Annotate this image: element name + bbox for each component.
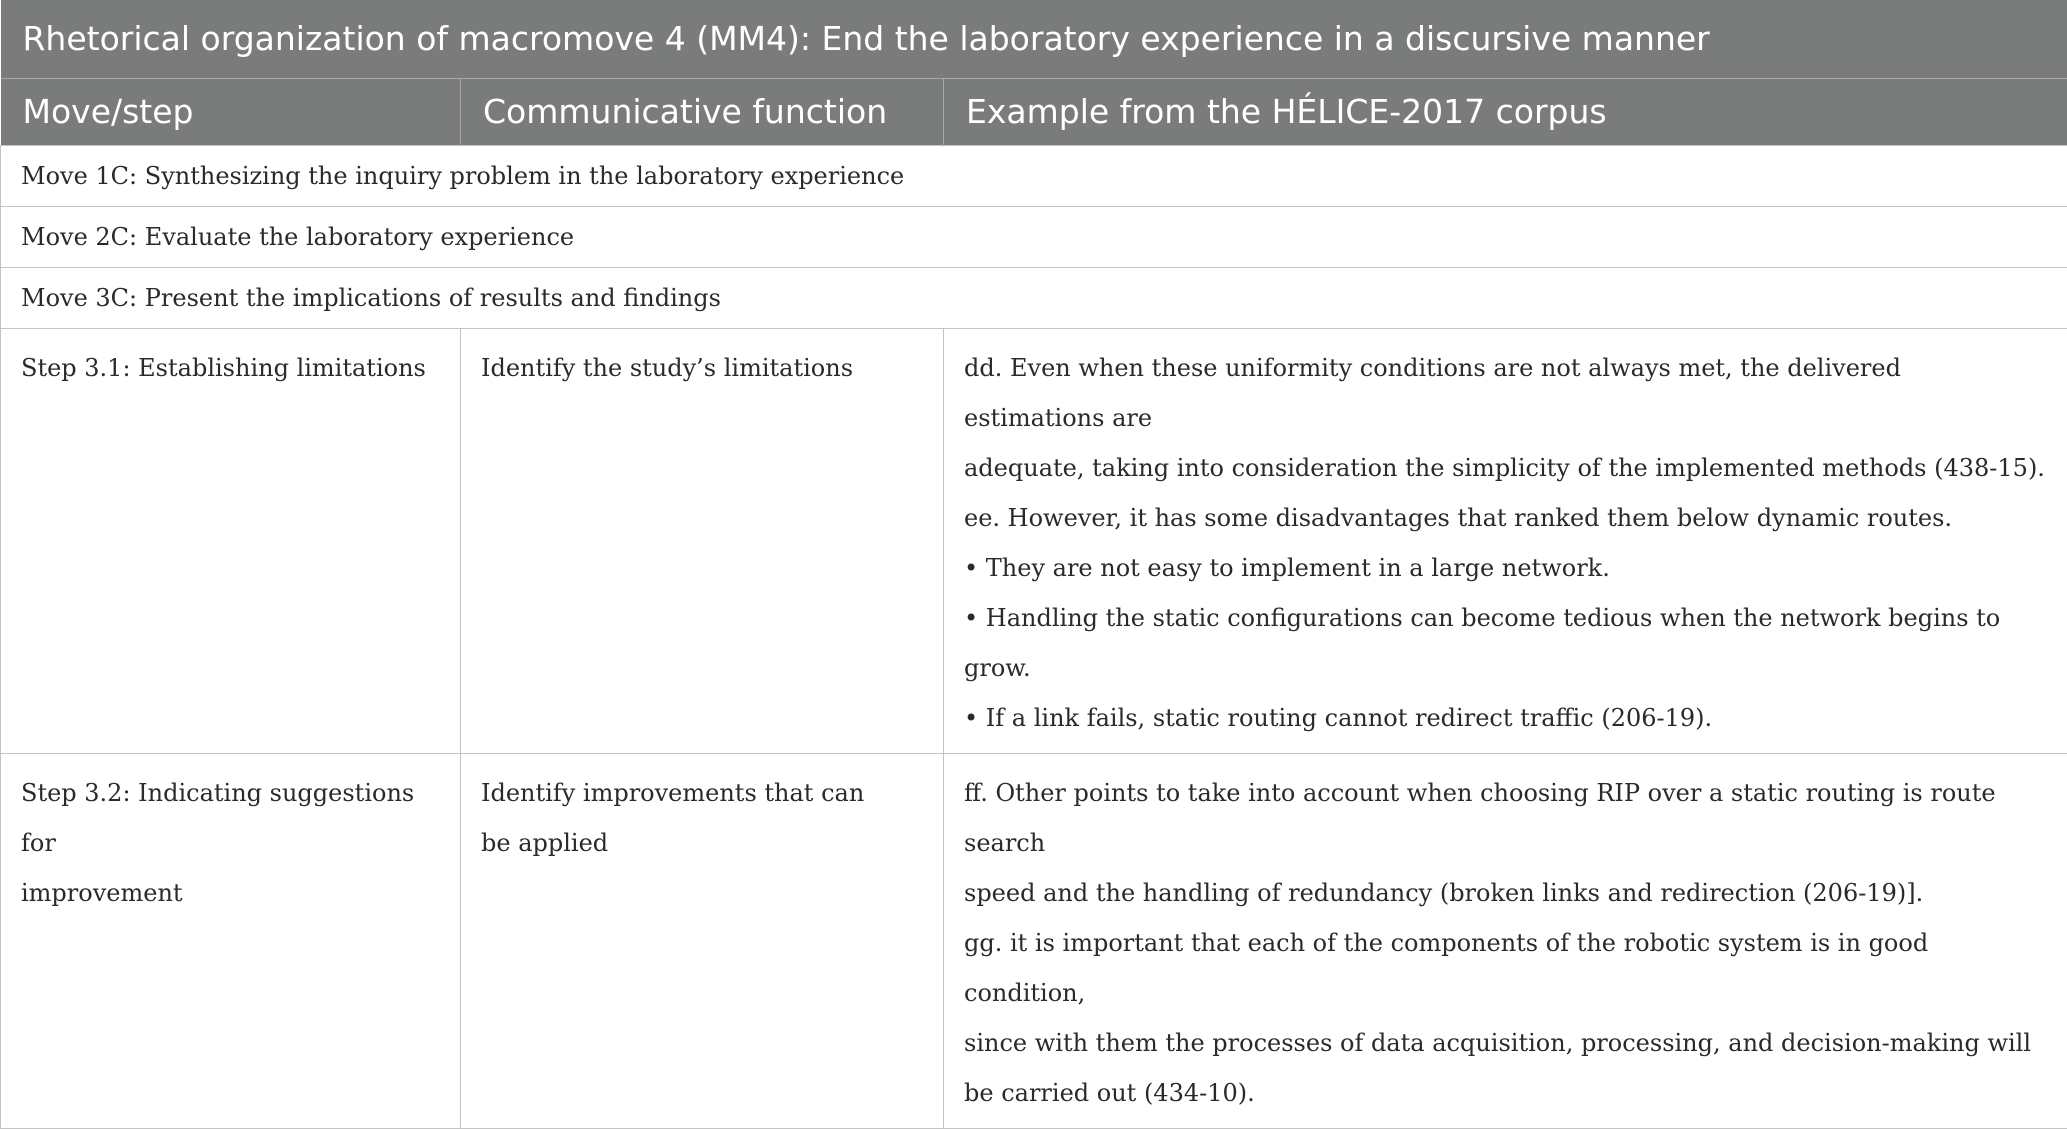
example-line: gg. it is important that each of the components of the robotic system is in good condition, bbox=[964, 918, 2047, 1018]
step-3-1-example-cell bbox=[944, 328, 2067, 753]
move-2c-cell: Move 2C: Evaluate the laboratory experience bbox=[1, 206, 2067, 267]
example-bullet-line: • They are not easy to implement in a large network. bbox=[964, 543, 2047, 593]
step-3-2-cell bbox=[1, 753, 461, 1128]
table-row bbox=[1, 145, 2067, 206]
header-example: Example from the HÉLICE-2017 corpus bbox=[944, 78, 2067, 145]
table-row bbox=[1, 206, 2067, 267]
table-header-row bbox=[1, 78, 2067, 145]
table-title: Rhetorical organization of macromove 4 (MM4): End the laboratory experience in a discursive manner bbox=[1, 0, 2067, 78]
move-1c-cell: Move 1C: Synthesizing the inquiry problem in the laboratory experience bbox=[1, 145, 2067, 206]
step-3-1-cell: Step 3.1: Establishing limitations bbox=[1, 328, 461, 753]
table-row bbox=[1, 267, 2067, 328]
step-3-1-function-cell: Identify the study’s limitations bbox=[461, 328, 944, 753]
example-line: ff. Other points to take into account when choosing RIP over a static routing is route search bbox=[964, 768, 2047, 868]
example-bullet-line: • If a link fails, static routing cannot redirect traffic (206-19). bbox=[964, 693, 2047, 743]
header-communicative-function: Communicative function bbox=[461, 78, 944, 145]
step-3-2-example-cell bbox=[944, 753, 2067, 1128]
example-bullet-line: • Handling the static configurations can become tedious when the network begins to grow. bbox=[964, 593, 2047, 693]
header-move-step: Move/step bbox=[1, 78, 461, 145]
move-3c-cell: Move 3C: Present the implications of results and findings bbox=[1, 267, 2067, 328]
example-line: speed and the handling of redundancy (broken links and redirection (206-19)]. bbox=[964, 868, 2047, 918]
example-line: since with them the processes of data acquisition, processing, and decision-making will bbox=[964, 1018, 2047, 1068]
function-line: Identify improvements that can bbox=[481, 768, 923, 818]
table-row bbox=[1, 328, 2067, 753]
step-label-line: improvement bbox=[21, 868, 440, 918]
example-line: be carried out (434-10). bbox=[964, 1068, 2047, 1118]
table-row bbox=[1, 753, 2067, 1128]
step-3-2-function-cell bbox=[461, 753, 944, 1128]
step-label-line: Step 3.2: Indicating suggestions for bbox=[21, 768, 440, 868]
example-line: adequate, taking into consideration the simplicity of the implemented methods (438-15). bbox=[964, 443, 2047, 493]
table-title-row bbox=[1, 0, 2067, 78]
function-line: be applied bbox=[481, 818, 923, 868]
example-line: ee. However, it has some disadvantages that ranked them below dynamic routes. bbox=[964, 493, 2047, 543]
example-line: dd. Even when these uniformity conditions are not always met, the delivered estimations are bbox=[964, 343, 2047, 443]
